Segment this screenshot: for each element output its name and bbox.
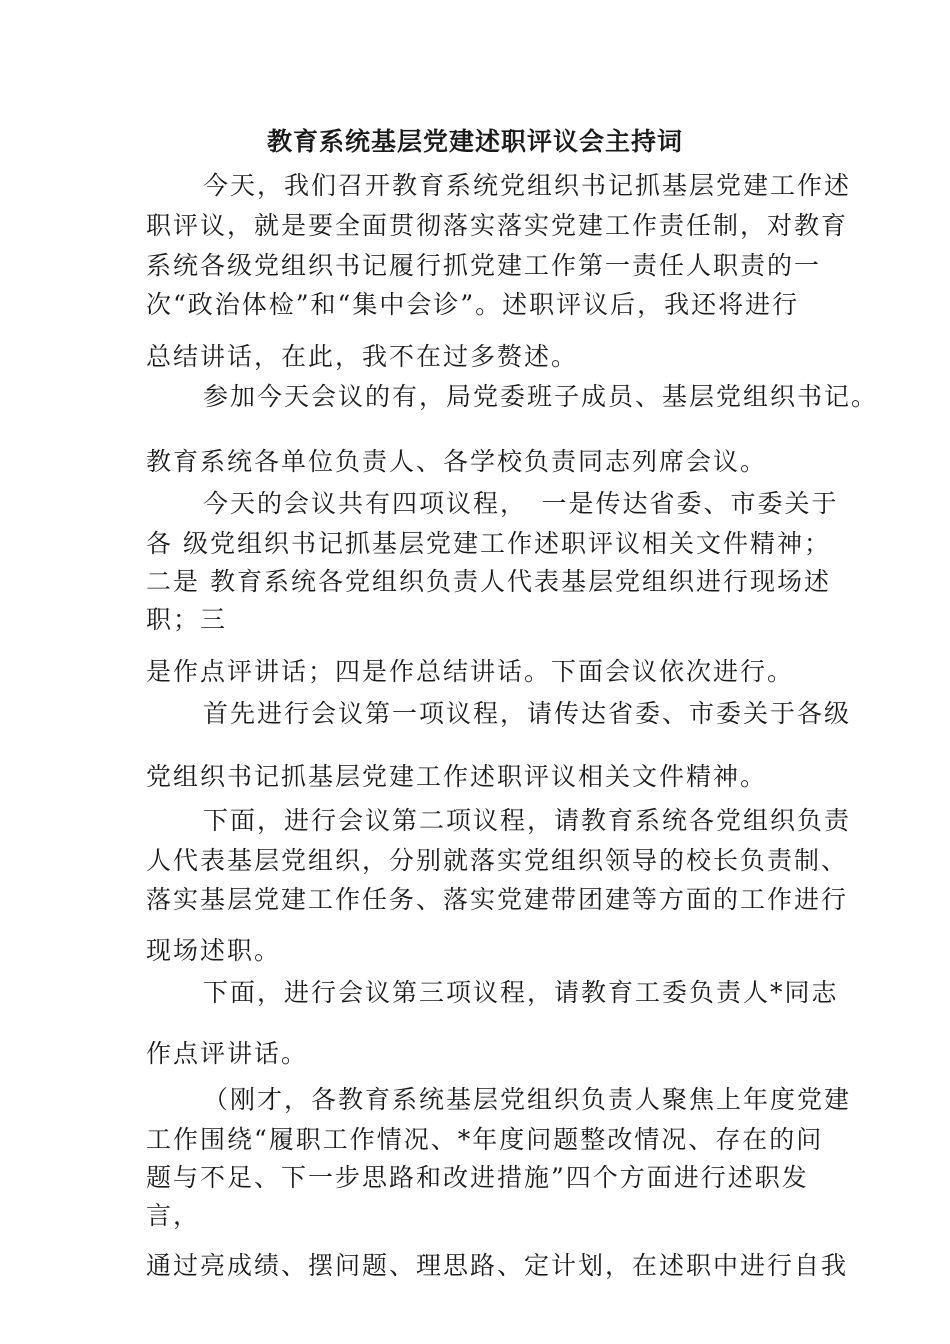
body-line: 落实基层党建工作任务、落实党建带团建等方面的工作进行 <box>146 885 849 914</box>
body-line: 职；三 <box>146 605 228 634</box>
body-line: 今天的会议共有四项议程， 一是传达省委、市委关于 <box>203 489 839 518</box>
body-line: 次“政治体检”和“集中会诊”。述职评议后，我还将进行 <box>146 290 800 319</box>
body-line: 首先进行会议第一项议程，请传达省委、市委关于各级 <box>203 699 852 728</box>
body-line: 下面，进行会议第二项议程，请教育系统各党组织负责 <box>203 806 852 835</box>
body-line: 系统各级党组织书记履行抓党建工作第一责任人职责的一 <box>146 251 822 280</box>
body-line: 二是 教育系统各党组织负责人代表基层党组织进行现场述 <box>146 567 831 596</box>
body-line: 工作围绕“履职工作情况、*年度问题整改情况、存在的问 <box>146 1125 824 1154</box>
body-line: 今天，我们召开教育系统党组织书记抓基层党建工作述 <box>203 171 852 200</box>
body-line: 现场述职。 <box>146 936 282 965</box>
body-line: 教育系统各单位负责人、各学校负责同志列席会议。 <box>146 447 768 476</box>
document-title: 教育系统基层党建述职评议会主持词 <box>266 127 683 156</box>
body-line: 总结讲话，在此，我不在过多赘述。 <box>146 342 579 371</box>
body-line: 职评议，就是要全面贯彻落实落实党建工作责任制，对教育 <box>146 211 849 240</box>
body-line: 言， <box>146 1201 201 1230</box>
body-line: 参加今天会议的有，局党委班子成员、基层党组织书记。 <box>203 382 879 411</box>
body-line: 作点评讲话。 <box>146 1039 309 1068</box>
body-line: 下面，进行会议第三项议程，请教育工委负责人*同志 <box>203 978 839 1007</box>
body-line: 题与不足、下一步思路和改进措施”四个方面进行述职发 <box>146 1163 809 1192</box>
body-line: 各 级党组织书记抓基层党建工作述职评议相关文件精神； <box>146 529 831 558</box>
body-line: 通过亮成绩、摆问题、理思路、定计划，在述职中进行自我 <box>146 1251 849 1280</box>
body-line: 党组织书记抓基层党建工作述职评议相关文件精神。 <box>146 762 768 791</box>
body-line: （刚才，各教育系统基层党组织负责人聚焦上年度党建 <box>203 1085 852 1114</box>
body-line: 人代表基层党组织，分别就落实党组织领导的校长负责制、 <box>146 846 849 875</box>
body-line: 是作点评讲话；四是作总结讲话。下面会议依次进行。 <box>146 657 795 686</box>
